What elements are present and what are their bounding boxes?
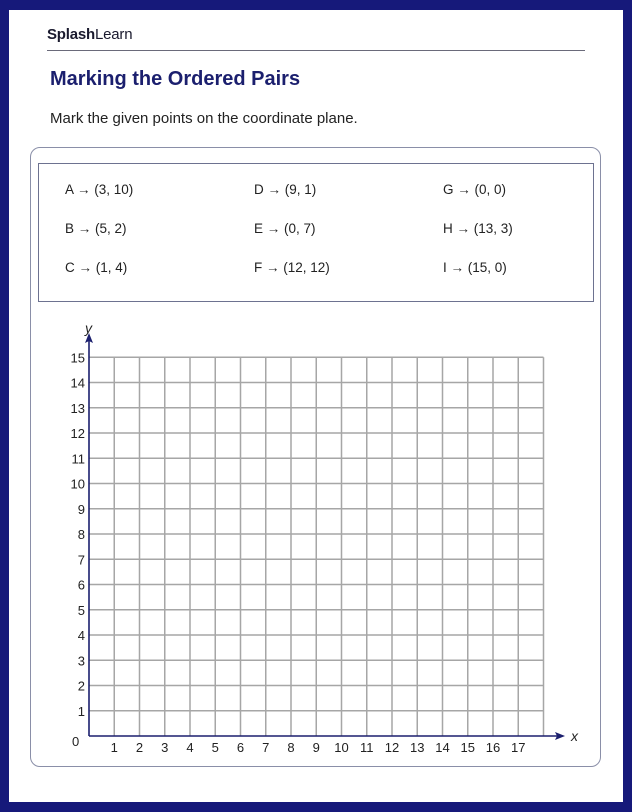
x-tick-label: 2 (135, 740, 144, 755)
ordered-pair-i: I → (15, 0) (443, 260, 507, 275)
x-tick-label: 14 (435, 740, 450, 755)
y-axis-label: y (85, 320, 92, 336)
origin-label: 0 (72, 734, 80, 749)
x-tick-label: 10 (334, 740, 349, 755)
ordered-pair-f: F → (12, 12) (254, 260, 330, 275)
ordered-pair-g: G → (0, 0) (443, 182, 507, 197)
x-tick-label: 15 (460, 740, 475, 755)
x-tick-label: 13 (410, 740, 425, 755)
y-tick-label: 4 (77, 628, 85, 643)
y-tick-label: 10 (70, 476, 85, 492)
y-tick-label: 2 (77, 678, 85, 694)
y-tick-label: 3 (77, 653, 85, 669)
ordered-pair-a: A → (3, 10) (65, 182, 134, 197)
y-tick-label: 14 (70, 375, 85, 391)
y-tick-label: 13 (70, 400, 85, 416)
y-tick-label: 15 (70, 350, 85, 366)
x-tick-label: 5 (211, 740, 219, 755)
brand-bold: Splash (47, 26, 95, 43)
y-tick-label: 5 (77, 602, 85, 618)
page-title: Marking the Ordered Pairs (50, 68, 301, 90)
y-tick-label: 1 (77, 703, 85, 719)
ordered-pair-h: H → (13, 3) (443, 221, 513, 236)
x-tick-label: 1 (110, 740, 118, 755)
x-tick-label: 4 (186, 740, 194, 755)
brand-light: Learn (94, 26, 133, 43)
ordered-pair-d: D → (9, 1) (254, 182, 317, 197)
x-tick-label: 3 (161, 740, 169, 755)
x-tick-label: 12 (384, 740, 400, 755)
ordered-pair-b: B → (5, 2) (65, 221, 127, 236)
y-tick-label: 8 (77, 527, 85, 542)
x-axis-label: x (571, 728, 578, 744)
y-tick-label: 6 (77, 577, 85, 593)
x-tick-label: 16 (485, 740, 501, 755)
x-tick-label: 17 (511, 740, 526, 755)
y-tick-label: 7 (77, 552, 85, 568)
y-tick-label: 12 (70, 426, 85, 441)
y-tick-label: 11 (71, 451, 85, 467)
x-tick-label: 7 (262, 740, 270, 755)
x-tick-label: 11 (360, 740, 374, 755)
x-tick-label: 9 (312, 740, 320, 755)
x-tick-label: 8 (287, 740, 295, 755)
ordered-pair-c: C → (1, 4) (65, 260, 128, 275)
instruction-text: Mark the given points on the coordinate plane. (50, 110, 358, 127)
ordered-pair-e: E → (0, 7) (254, 221, 316, 236)
x-tick-label: 6 (236, 740, 245, 755)
y-tick-label: 9 (77, 501, 85, 517)
